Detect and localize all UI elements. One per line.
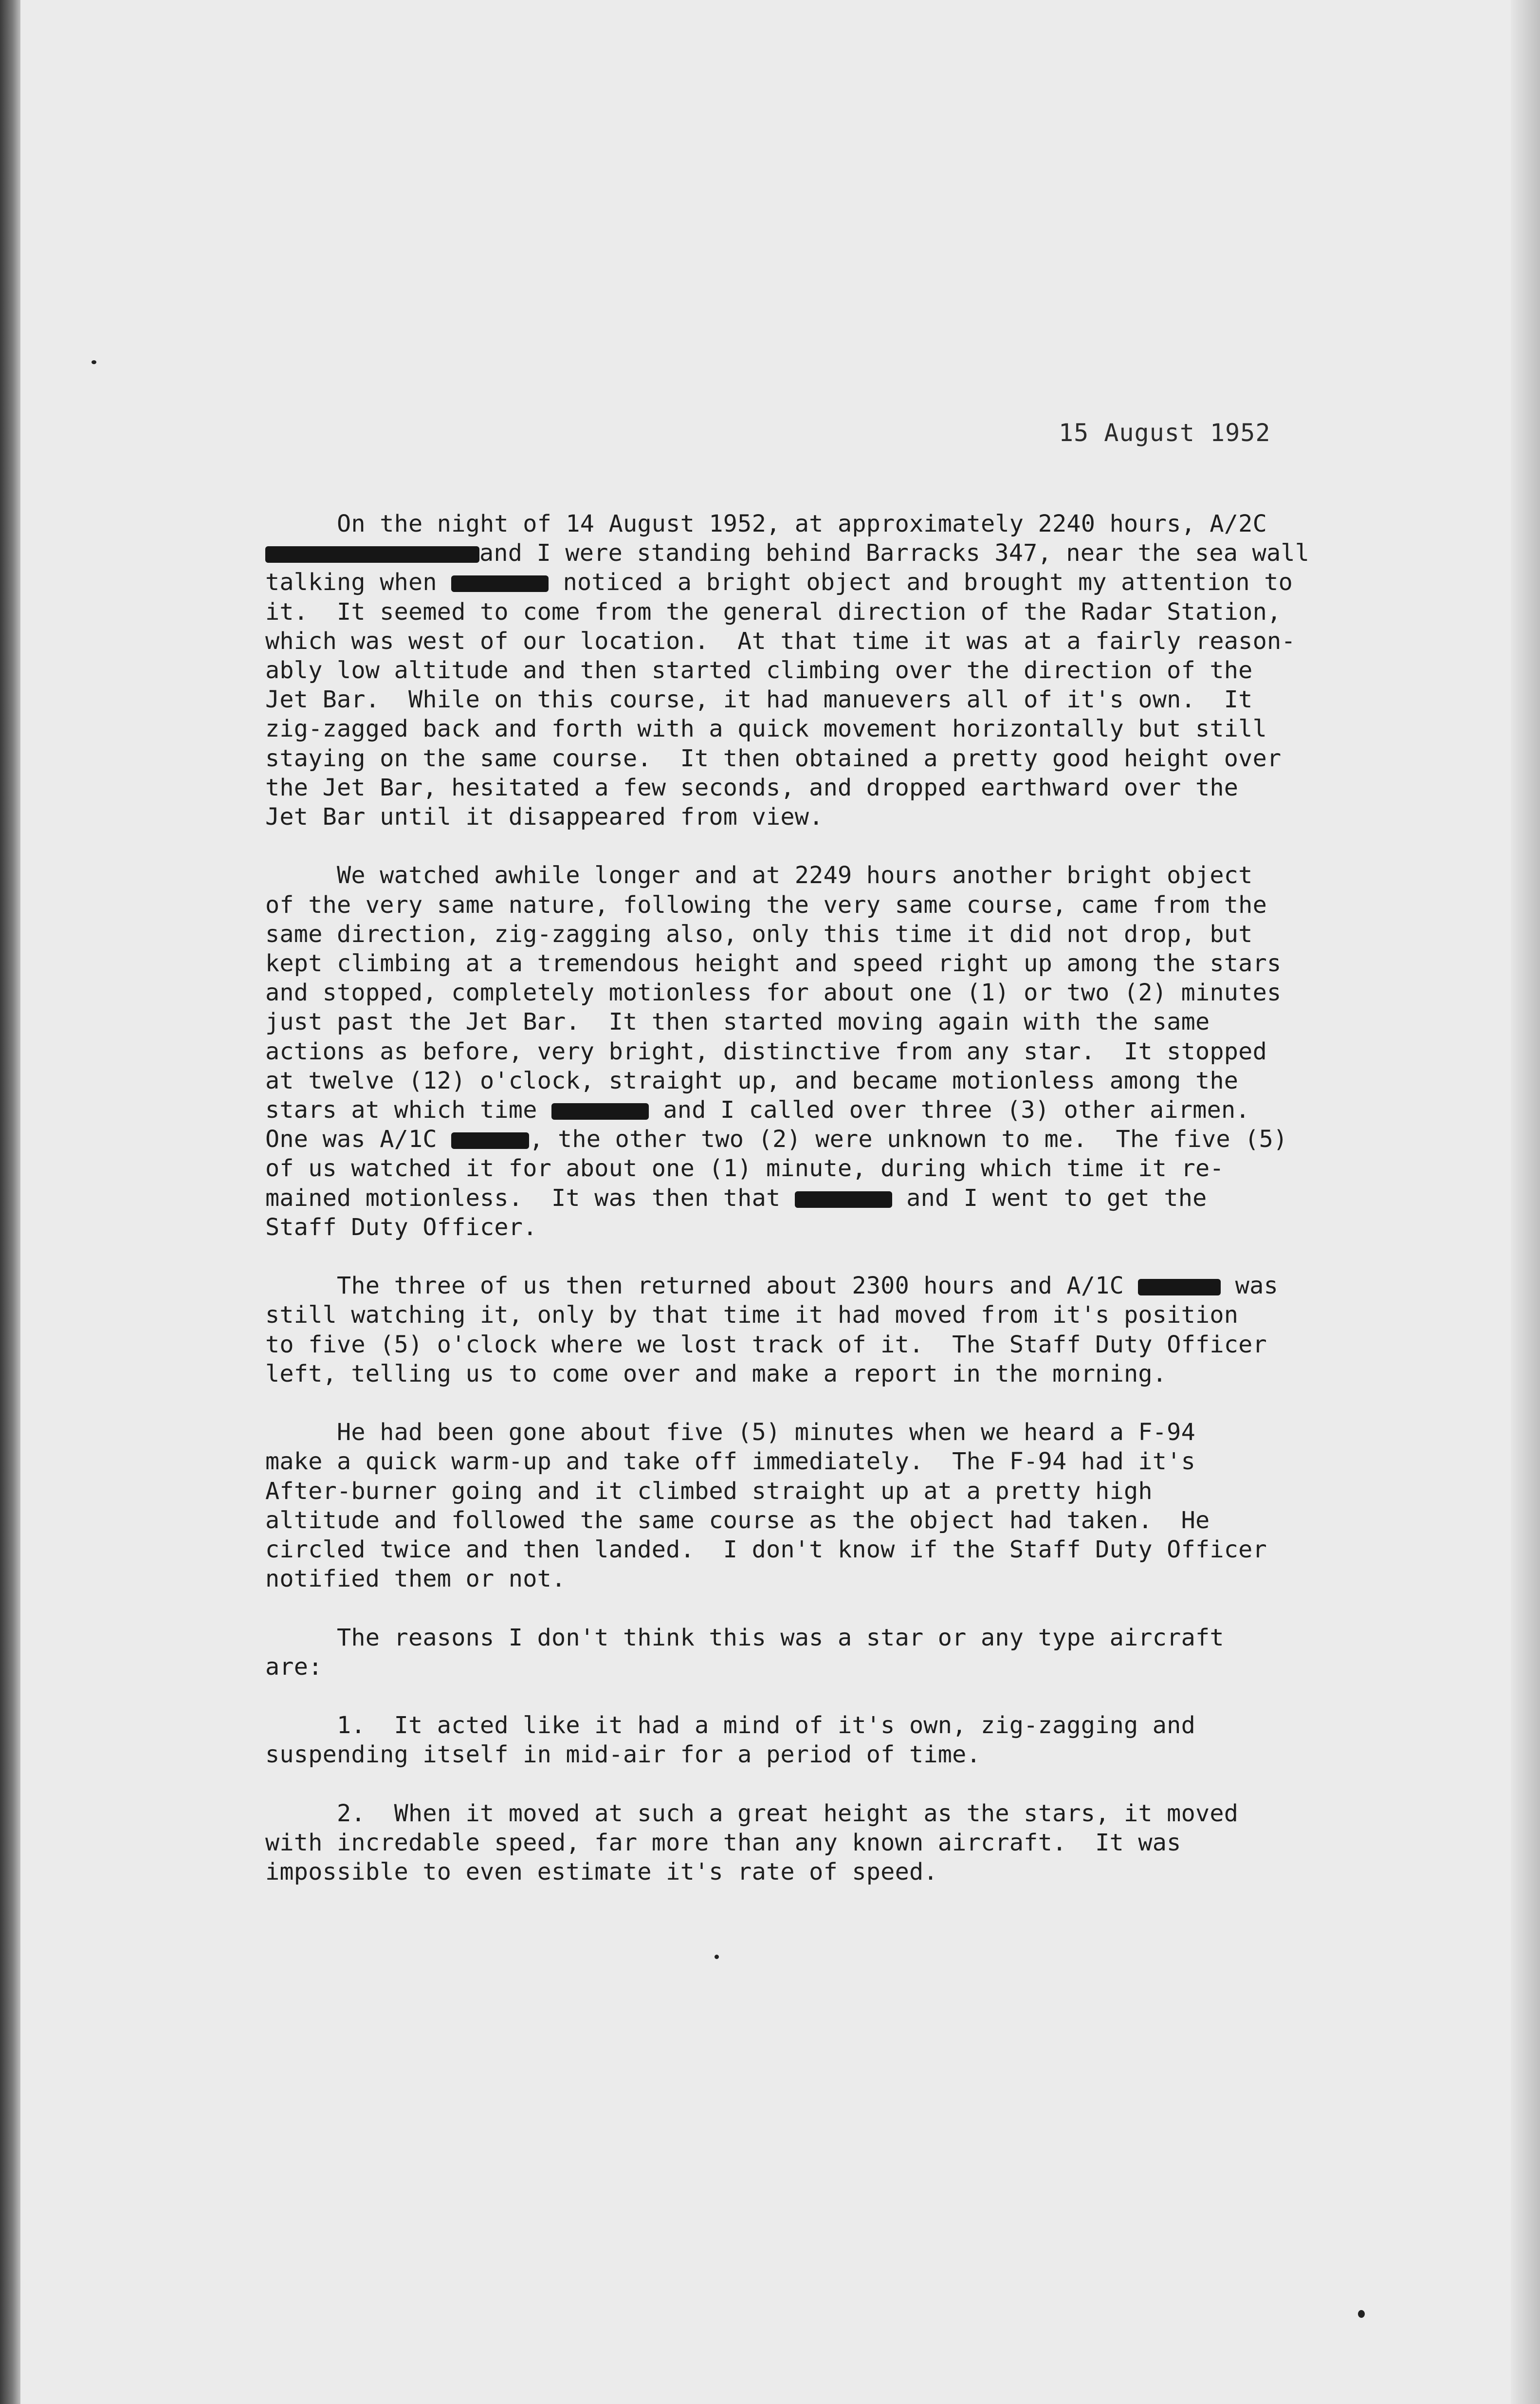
text-segment: and I went to get the	[892, 1184, 1207, 1212]
scan-speck	[715, 1955, 719, 1959]
scan-edge-right	[1511, 0, 1540, 2404]
text-line	[265, 657, 1253, 684]
text-line	[265, 1448, 1195, 1475]
text-segment: circled twice and then landed. I don't know if the Staff Duty Officer	[265, 1536, 1267, 1563]
scan-speck	[1358, 2310, 1365, 2318]
text-segment: zig-zagged back and forth with a quick movement horizontally but still	[265, 715, 1267, 742]
text-segment: altitude and followed the same course as the object had taken. He	[265, 1507, 1210, 1534]
text-segment: are:	[265, 1653, 323, 1681]
text-line	[265, 745, 1281, 772]
text-line	[265, 1565, 566, 1592]
text-line	[265, 715, 1267, 742]
text-line	[265, 1536, 1267, 1563]
text-segment: 1. It acted like it had a mind of it's own, zig-zagging and	[265, 1712, 1195, 1739]
text-line	[265, 862, 1253, 889]
text-line	[265, 1712, 1195, 1739]
text-line	[265, 1272, 1278, 1299]
text-line	[265, 1858, 938, 1886]
text-segment: mained motionless. It was then that	[265, 1184, 795, 1212]
text-line	[265, 1214, 537, 1241]
redaction-mark	[451, 1132, 529, 1149]
text-segment: talking when	[265, 569, 452, 596]
text-line	[265, 1301, 1238, 1329]
text-segment: with incredable speed, far more than any known aircraft. It was	[265, 1829, 1181, 1856]
text-segment: The three of us then returned about 2300 hours and A/1C	[265, 1272, 1138, 1299]
text-line	[265, 1478, 1153, 1505]
text-segment: of the very same nature, following the very same course, came from the	[265, 891, 1267, 919]
text-line	[265, 1800, 1238, 1827]
text-line	[265, 539, 1309, 567]
text-segment: staying on the same course. It then obtained a pretty good height over	[265, 745, 1282, 772]
text-line	[265, 686, 1253, 713]
text-segment: and stopped, completely motionless for about one (1) or two (2) minutes	[265, 979, 1282, 1006]
text-line	[265, 803, 824, 831]
text-line	[265, 1360, 1167, 1387]
redaction-mark	[795, 1191, 892, 1208]
text-line	[265, 1829, 1181, 1856]
text-segment: still watching it, only by that time it had moved from it's position	[265, 1301, 1239, 1329]
text-line	[265, 979, 1281, 1006]
text-segment: which was west of our location. At that time it was at a fairly reason-	[265, 628, 1296, 655]
text-segment: actions as before, very bright, distinctive from any star. It stopped	[265, 1038, 1267, 1065]
text-line	[265, 1653, 323, 1681]
text-segment: On the night of 14 August 1952, at approximately 2240 hours, A/2C	[265, 510, 1267, 537]
text-segment: 2. When it moved at such a great height as the stars, it moved	[265, 1800, 1239, 1827]
text-segment: just past the Jet Bar. It then started moving again with the same	[265, 1008, 1210, 1036]
text-segment: He had been gone about five (5) minutes when we heard a F-94	[265, 1419, 1195, 1446]
text-line	[265, 569, 1293, 596]
redaction-mark	[1138, 1279, 1221, 1295]
text-segment: and I called over three (3) other airmen.	[649, 1096, 1250, 1124]
redaction-mark	[265, 546, 479, 563]
text-line	[265, 1331, 1267, 1358]
text-segment: ably low altitude and then started climbing over the direction of the	[265, 657, 1253, 684]
text-segment: Staff Duty Officer.	[265, 1214, 537, 1241]
text-line	[265, 1067, 1238, 1094]
text-segment: of us watched it for about one (1) minute, during which time it re-	[265, 1155, 1224, 1182]
text-segment: Jet Bar until it disappeared from view.	[265, 803, 824, 831]
redaction-mark	[451, 575, 549, 592]
text-line	[265, 1008, 1210, 1036]
text-line	[265, 598, 1281, 626]
redaction-mark	[551, 1103, 649, 1120]
text-segment: suspending itself in mid-air for a period of time.	[265, 1741, 981, 1768]
text-segment: left, telling us to come over and make a report in the morning.	[265, 1360, 1167, 1387]
text-segment: notified them or not.	[265, 1565, 566, 1592]
text-line	[265, 1184, 1207, 1212]
text-line	[265, 1038, 1267, 1065]
text-line	[265, 1096, 1250, 1124]
text-line	[265, 1507, 1210, 1534]
text-segment: stars at which time	[265, 1096, 551, 1124]
text-line	[265, 1155, 1224, 1182]
scan-edge-left	[0, 0, 20, 2404]
text-line	[265, 1624, 1224, 1651]
text-segment: impossible to even estimate it's rate of speed.	[265, 1858, 938, 1886]
text-segment: We watched awhile longer and at 2249 hours another bright object	[265, 862, 1253, 889]
text-line	[265, 921, 1253, 948]
document-date: 15 August 1952	[1059, 419, 1271, 447]
text-line	[265, 1741, 981, 1768]
text-segment: to five (5) o'clock where we lost track of it. The Staff Duty Officer	[265, 1331, 1267, 1358]
text-line	[265, 1126, 1287, 1153]
text-line	[265, 950, 1281, 977]
text-segment: noticed a bright object and brought my attention to	[549, 569, 1293, 596]
text-segment: One was A/1C	[265, 1126, 452, 1153]
text-segment: same direction, zig-zagging also, only this time it did not drop, but	[265, 921, 1253, 948]
text-segment: The reasons I don't think this was a star or any type aircraft	[265, 1624, 1224, 1651]
text-line	[265, 774, 1238, 801]
text-line	[265, 510, 1267, 537]
text-segment: kept climbing at a tremendous height and speed right up among the stars	[265, 950, 1282, 977]
text-line	[265, 891, 1267, 919]
text-segment: and I were standing behind Barracks 347, near the sea wall	[479, 539, 1310, 567]
text-line	[265, 1419, 1195, 1446]
text-segment: the Jet Bar, hesitated a few seconds, and dropped earthward over the	[265, 774, 1239, 801]
text-segment: , the other two (2) were unknown to me. The five (5)	[529, 1126, 1288, 1153]
text-segment: make a quick warm-up and take off immediately. The F-94 had it's	[265, 1448, 1195, 1475]
scan-speck	[92, 360, 96, 364]
text-segment: After-burner going and it climbed straight up at a pretty high	[265, 1478, 1153, 1505]
text-segment: Jet Bar. While on this course, it had manuevers all of it's own. It	[265, 686, 1253, 713]
text-segment: at twelve (12) o'clock, straight up, and became motionless among the	[265, 1067, 1239, 1094]
text-line	[265, 628, 1296, 655]
text-segment: it. It seemed to come from the general direction of the Radar Station,	[265, 598, 1282, 626]
text-segment: was	[1221, 1272, 1278, 1299]
